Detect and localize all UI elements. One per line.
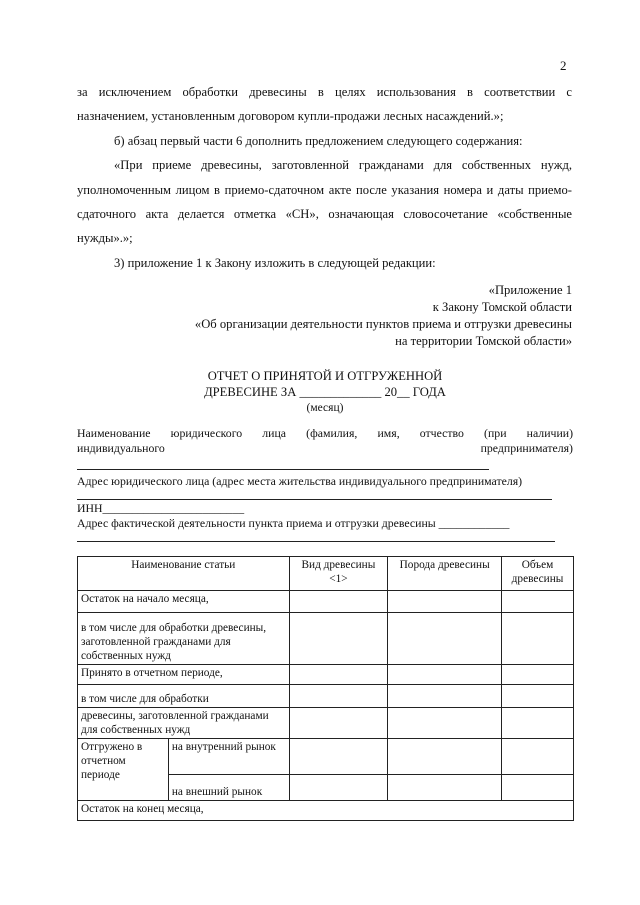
- report-title-line-2: ДРЕВЕСИНЕ ЗА _____________ 20__ ГОДА: [204, 385, 446, 399]
- actual-address-label: Адрес фактической деятельности пункта приема и отгрузки древесины ____________: [77, 516, 510, 530]
- page-number: 2: [560, 58, 567, 73]
- cell-empty: [388, 685, 502, 708]
- cell-empty: [502, 591, 574, 613]
- paragraph-3: «При приеме древесины, заготовленной гражданами для собственных нужд, уполномоченным лицом в приемо-сдаточном акте после указания номера и даты приемо-сдаточного акта делается отметка «СН», означающая словосочетание «собственные нужды».»;: [77, 158, 572, 246]
- header-wood-volume: Объем древесины: [502, 557, 574, 591]
- cell-empty: [289, 613, 388, 665]
- cell-empty: [388, 591, 502, 613]
- cell-empty: [502, 665, 574, 685]
- cell-empty: [289, 685, 388, 708]
- appendix-line-4: на территории Томской области»: [395, 334, 572, 348]
- cell-empty: [388, 613, 502, 665]
- inn-label: ИНН________________________: [77, 501, 245, 515]
- cell-empty: [388, 665, 502, 685]
- appendix-line-2: к Закону Томской области: [432, 300, 572, 314]
- cell-empty: [289, 708, 388, 739]
- table-row-opening-including: [78, 613, 574, 665]
- row-opening-including-label: в том числе для обработки древесины, заготовленной гражданами для собственных нужд: [78, 613, 290, 665]
- appendix-line-3: «Об организации деятельности пунктов приема и отгрузки древесины: [194, 317, 572, 331]
- appendix-line-1: «Приложение 1: [488, 283, 572, 297]
- row-received-label: Принято в отчетном периоде,: [78, 665, 290, 685]
- table-row-closing: [78, 801, 574, 821]
- table-row-received-including-2: [78, 708, 574, 739]
- row-opening-label: Остаток на начало месяца,: [78, 591, 290, 613]
- header-item-name: Наименование статьи: [78, 557, 290, 591]
- address-label: Адрес юридического лица (адрес места жительства индивидуального предпринимателя): [77, 474, 523, 488]
- row-shipped-label: Отгружено в отчетном периоде: [78, 739, 169, 801]
- cell-empty: [502, 775, 574, 801]
- row-received-including-label-2: древесины, заготовленной гражданами для собственных нужд: [78, 708, 290, 739]
- row-shipped-domestic-label: на внутренний рынок: [168, 739, 289, 775]
- entity-name-label: Наименование юридического лица (фамилия, имя, отчество (при наличии): [77, 426, 573, 440]
- row-received-including-label: в том числе для обработки: [78, 685, 290, 708]
- entity-name-label-line-2: [77, 441, 573, 456]
- header-wood-species: Порода древесины: [388, 557, 502, 591]
- actual-address-line: [77, 541, 555, 542]
- row-shipped-foreign-label: на внешний рынок: [168, 775, 289, 801]
- form-block: [77, 426, 573, 542]
- cell-empty: [388, 775, 502, 801]
- table-row-shipped-domestic: [78, 739, 574, 775]
- cell-empty: [289, 591, 388, 613]
- cell-empty: [388, 708, 502, 739]
- appendix-header: [195, 282, 572, 350]
- cell-empty: [502, 613, 574, 665]
- cell-empty: [289, 665, 388, 685]
- report-title-line-1: ОТЧЕТ О ПРИНЯТОЙ И ОТГРУЖЕННОЙ: [207, 369, 443, 383]
- paragraph-2: б) абзац первый части 6 дополнить предложением следующего содержания:: [114, 133, 523, 148]
- entity-name-label-left: индивидуального: [77, 441, 165, 455]
- address-line: [77, 499, 552, 500]
- entity-name-line: [77, 469, 489, 470]
- table-row-received-including: [78, 685, 574, 708]
- table-row-received: [78, 665, 574, 685]
- cell-empty: [502, 739, 574, 775]
- table-row-opening: [78, 591, 574, 613]
- report-title: [180, 368, 470, 416]
- header-wood-type: Вид древесины <1>: [289, 557, 388, 591]
- cell-empty: [502, 708, 574, 739]
- table-header-row: [78, 557, 574, 591]
- month-label: (месяц): [306, 402, 344, 414]
- cell-empty: [388, 739, 502, 775]
- row-closing-label: Остаток на конец месяца,: [78, 801, 574, 821]
- body-text: [77, 80, 572, 275]
- paragraph-4: 3) приложение 1 к Закону изложить в следующей редакции:: [114, 255, 436, 270]
- paragraph-1: за исключением обработки древесины в целях использования в соответствии с назначением, установленным договором купли-продажи лесных насаждений.»;: [77, 85, 572, 124]
- cell-empty: [289, 739, 388, 775]
- entity-name-label-right: предпринимателя): [480, 441, 573, 455]
- cell-empty: [502, 685, 574, 708]
- report-table: [77, 556, 574, 821]
- cell-empty: [289, 775, 388, 801]
